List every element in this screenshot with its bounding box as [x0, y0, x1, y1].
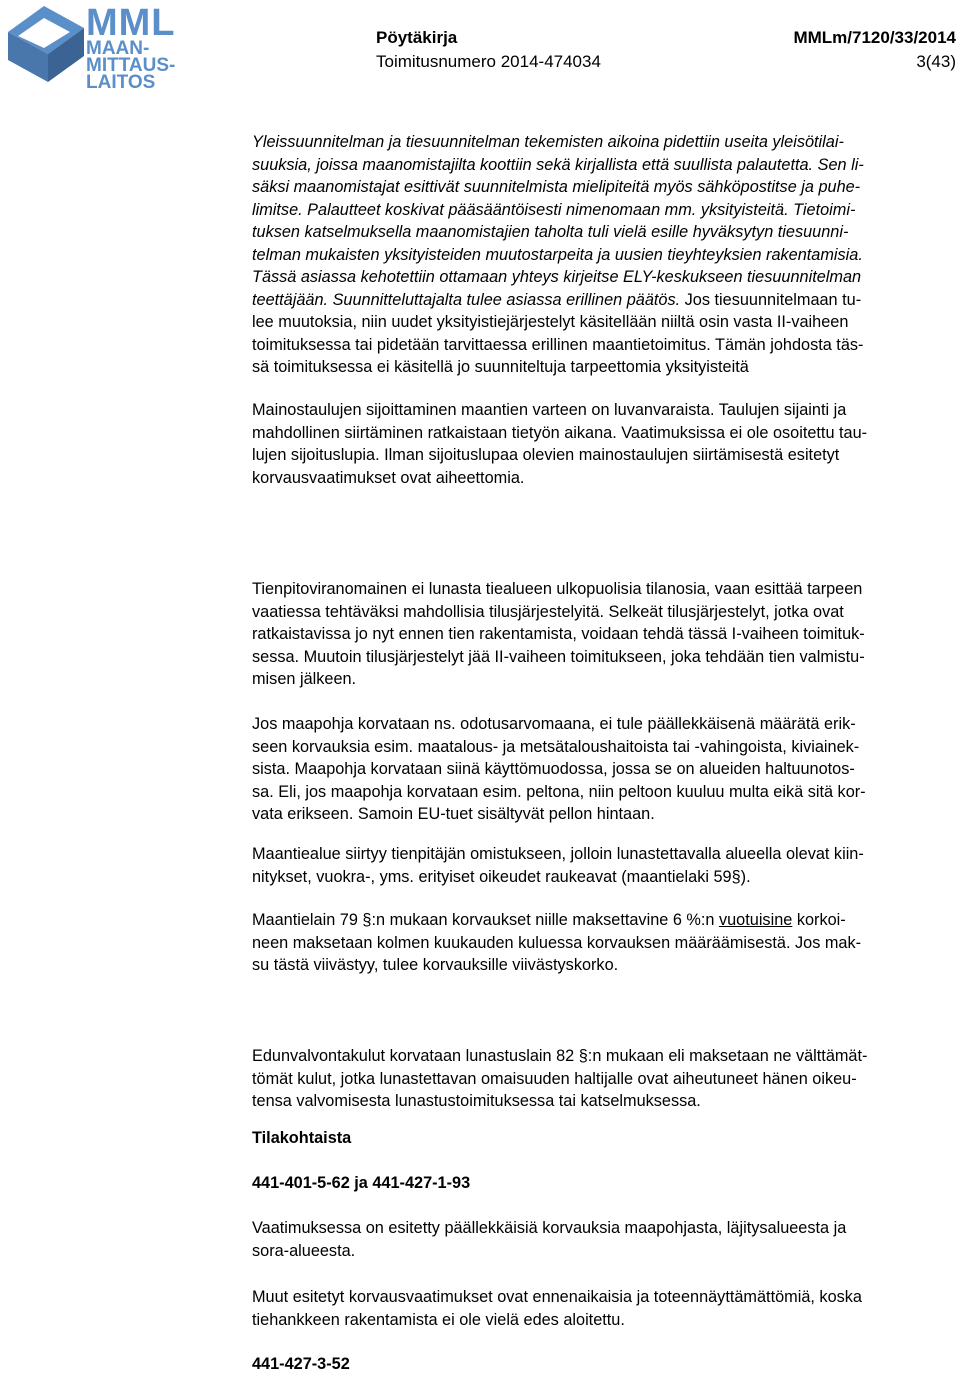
book-icon [4, 2, 88, 86]
text-line: 441-401-5-62 ja 441-427-1-93 [252, 1174, 471, 1192]
paragraph-9 [252, 1172, 956, 1195]
text-line: Muut esitetyt korvausvaatimukset ovat ennenaikaisia ja toteennäyttämättömiä, koska [252, 1288, 862, 1306]
text-line: tuksen katselmuksella maanomistajien taholta tuli vielä esille hyväksytyn tiesuunni- [252, 223, 849, 241]
text-segment: korkoi- [792, 911, 846, 929]
underlined-text: vuotuisine [718, 911, 793, 929]
text-line: toimituksessa tai pidetään tarvittaessa erillinen maantietoimitus. Tämän johdosta täs- [252, 335, 864, 354]
text-line: korvausvaatimukset ovat aiheettomia. [252, 468, 525, 487]
text-line: tiehankkeen rakentamista ei ole vielä edes aloitettu. [252, 1310, 625, 1329]
paragraph-11 [252, 1286, 956, 1331]
logo-line1: MML [86, 2, 176, 44]
text-line: Tilakohtaista [252, 1129, 352, 1147]
logo-line4: LAITOS [86, 72, 156, 94]
text-line: sessa. Muutoin tilusjärjestelyt jää II-vaiheen toimitukseen, joka tehdään tien valmistu- [252, 647, 865, 666]
case-number: Toimitusnumero 2014-474034 [376, 52, 601, 71]
text-line: tömät kulut, jotka lunastettavan omaisuuden haltijalle ovat aiheutuneet hänen oikeu- [252, 1069, 857, 1088]
page-number: 3(43) [916, 52, 956, 71]
logo-wordmark [86, 2, 176, 94]
upright-text: Jos tiesuunnitelmaan tu- [684, 290, 862, 309]
text-line: vaatiessa tehtäväksi mahdollisia tilusjärjestelyitä. Selkeät tilusjärjestelyt, jotka ovat [252, 602, 844, 621]
paragraph-6 [252, 909, 956, 977]
text-line: Jos maapohja korvataan ns. odotusarvomaana, ei tule päällekkäisenä määrätä erik- [252, 715, 856, 733]
text-line [252, 954, 956, 977]
italic-text: teettäjään. Suunnitteluttajalta tulee asiassa erillinen päätös. [252, 290, 681, 309]
text-line: lee muutoksia, niin uudet yksityistiejärjestelyt käsitellään niiltä osin vasta II-vaiheen [252, 313, 849, 331]
text-line: Tässä asiassa kehotettiin ottamaan yhteys kirjeitse ELY-keskukseen tiesuunnitelman [252, 268, 862, 286]
paragraph-1 [252, 131, 956, 379]
text-line: tensa valvomisesta lunastustoimituksessa tai katselmuksessa. [252, 1092, 701, 1110]
paragraph-2 [252, 399, 956, 489]
text-line: seen korvauksia esim. maatalous- ja metsätaloushaitoista tai -vahingoista, kiviainek- [252, 737, 860, 756]
text-line [252, 289, 956, 312]
text-line [252, 932, 956, 955]
text-line: Vaatimuksessa on esitetty päällekkäisiä korvauksia maapohjasta, läjitysalueesta ja [252, 1219, 847, 1237]
logo-line3: MITTAUS- [86, 55, 176, 77]
text-line: sora-alueesta. [252, 1241, 356, 1260]
header-left [376, 26, 601, 74]
text-line: misen jälkeen. [252, 670, 357, 688]
header-right [793, 26, 956, 74]
logo-line2: MAAN- [86, 38, 150, 60]
text-line: telman mukaisten yksityisteiden muutostarpeita ja uusien tieyhteyksien rakentamisia. [252, 245, 863, 264]
text-line: sa. Eli, jos maapohja korvataan esim. peltona, niin peltoon kuuluu multa eikä sitä kor- [252, 782, 866, 801]
text-line: suuksia, joissa maanomistajilta koottiin sekä kirjallista että suullista palautetta. Sen li- [252, 155, 864, 174]
text-line: vata erikseen. Samoin EU-tuet sisältyvät pellon hintaan. [252, 805, 655, 823]
text-line: Edunvalvontakulut korvataan lunastuslain 82 §:n mukaan eli maksetaan ne välttämät- [252, 1047, 868, 1065]
text-line: mahdollinen siirtäminen ratkaistaan tietyön aikana. Vaatimuksissa ei ole osoitettu tau- [252, 423, 868, 442]
text-segment: su tästä viivästyy, tulee korvauksille viivästyskorko. [252, 956, 619, 974]
text-line: Mainostaulujen sijoittaminen maantien varteen on luvanvaraista. Taulujen sijainti ja [252, 401, 847, 419]
mml-logo [4, 2, 174, 92]
paragraph-4 [252, 713, 956, 826]
text-segment: Maantielain 79 §:n mukaan korvaukset niille maksettavine 6 %:n [252, 911, 719, 929]
text-line: säksi maanomistajat esittivät suunnitelmista mielipiteitä myös sähköpostitse ja puhe- [252, 178, 861, 196]
paragraph-10 [252, 1217, 956, 1262]
text-line: sista. Maapohja korvataan siinä käyttömuodossa, jossa se on alueiden haltuunotos- [252, 760, 855, 778]
paragraph-12 [252, 1353, 956, 1376]
text-line: sä toimituksessa ei käsitellä jo suunniteltuja tarpeettomia yksityisteitä [252, 358, 749, 376]
paragraph-5 [252, 843, 956, 888]
text-segment: neen maksetaan kolmen kuukauden kuluessa korvauksen määräämisestä. Jos mak- [252, 933, 862, 952]
doc-type: Pöytäkirja [376, 28, 458, 47]
text-line: nitykset, vuokra-, yms. erityiset oikeudet raukeavat (maantielaki 59§). [252, 867, 751, 886]
text-line: ratkaistavissa jo nyt ennen tien rakentamista, voidaan tehdä tässä I-vaiheen toimituk- [252, 625, 865, 643]
text-line: Maantiealue siirtyy tienpitäjän omistukseen, jolloin lunastettavalla alueella olevat kiin- [252, 845, 864, 863]
text-line: lujen sijoituslupia. Ilman sijoituslupaa olevien mainostaulujen siirtämisestä esitetyt [252, 446, 840, 464]
doc-id: MMLm/7120/33/2014 [793, 28, 956, 47]
text-line: Yleissuunnitelman ja tiesuunnitelman tekemisten aikoina pidettiin useita yleisötilai- [252, 133, 844, 151]
text-line: limitse. Palautteet koskivat pääsääntöisesti nimenomaan mm. yksityisteitä. Tietoimi- [252, 200, 856, 219]
text-line: 441-427-3-52 [252, 1355, 350, 1373]
text-line [252, 909, 956, 932]
paragraph-8 [252, 1127, 956, 1150]
document-body [252, 131, 956, 1381]
text-line: Tienpitoviranomainen ei lunasta tiealueen ulkopuolisia tilanosia, vaan esittää tarpeen [252, 580, 863, 598]
paragraph-7 [252, 1045, 956, 1113]
paragraph-3 [252, 578, 956, 691]
